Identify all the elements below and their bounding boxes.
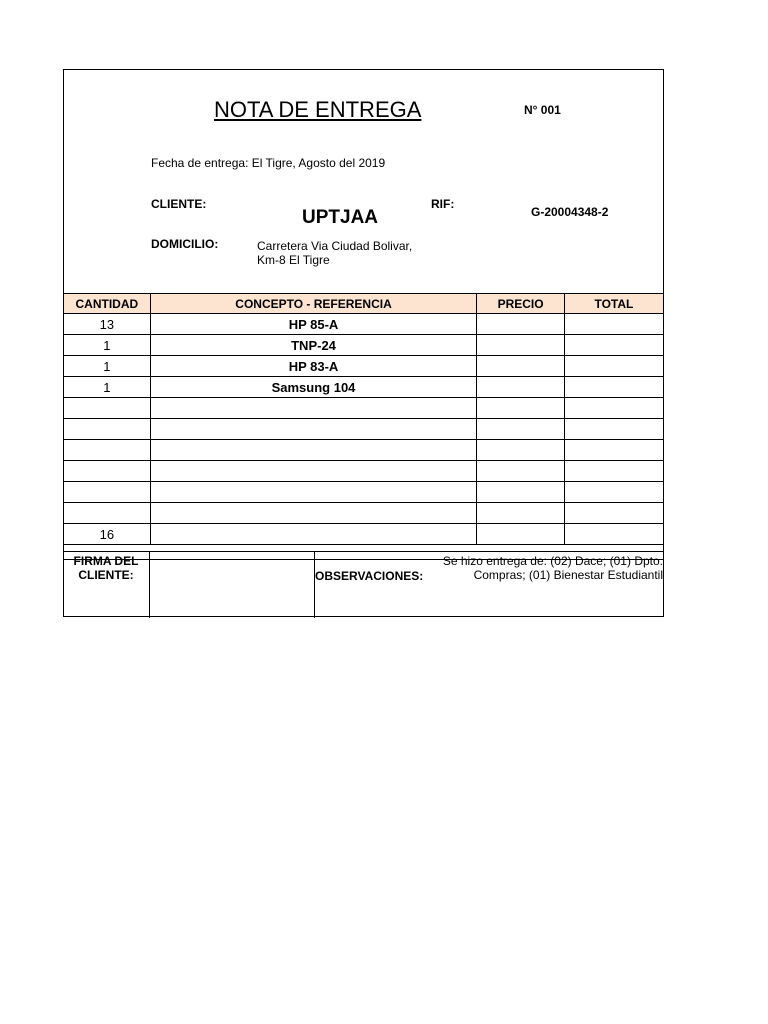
- cell-total: [564, 419, 663, 440]
- items-table: [63, 293, 664, 560]
- cell-precio: [477, 461, 564, 482]
- cell-cantidad: [64, 482, 151, 503]
- cell-total: [564, 440, 663, 461]
- table-row: [64, 524, 664, 545]
- table-header-row: [64, 294, 664, 314]
- cell-concepto: [150, 419, 477, 440]
- table-row: [64, 398, 664, 419]
- column-header-total: TOTAL: [564, 294, 663, 314]
- table-row: [64, 503, 664, 524]
- table-row: [64, 314, 664, 335]
- cell-precio: [477, 524, 564, 545]
- cell-cantidad: [64, 419, 151, 440]
- cell-precio: [477, 419, 564, 440]
- cell-precio: [477, 482, 564, 503]
- cell-concepto: TNP-24: [150, 335, 477, 356]
- column-header-cantidad: CANTIDAD: [64, 294, 151, 314]
- address-value: Carretera Via Ciudad Bolivar, Km-8 El Tigre: [257, 239, 413, 267]
- cell-cantidad: [64, 461, 151, 482]
- cell-concepto: [150, 440, 477, 461]
- table-row: [64, 335, 664, 356]
- cell-precio: [477, 335, 564, 356]
- cell-cantidad: 1: [64, 377, 151, 398]
- cell-total: [564, 461, 663, 482]
- address-label: DOMICILIO:: [151, 237, 219, 251]
- cell-precio: [477, 314, 564, 335]
- signature-label: FIRMA DEL CLIENTE:: [73, 554, 139, 582]
- delivery-note: [63, 69, 664, 617]
- document-number: N° 001: [524, 103, 561, 117]
- table-row: [64, 377, 664, 398]
- cell-total: [564, 524, 663, 545]
- cell-cantidad: [64, 398, 151, 419]
- cell-precio: [477, 356, 564, 377]
- cell-total: [564, 356, 663, 377]
- cell-total: [564, 335, 663, 356]
- table-row: [64, 419, 664, 440]
- table-row: [64, 482, 664, 503]
- cell-precio: [477, 503, 564, 524]
- cell-cantidad: 13: [64, 314, 151, 335]
- cell-precio: [477, 377, 564, 398]
- cell-concepto: [150, 482, 477, 503]
- cell-concepto: [150, 461, 477, 482]
- cell-concepto: [150, 398, 477, 419]
- table-row: [64, 356, 664, 377]
- table-row: [64, 461, 664, 482]
- cell-concepto: [150, 503, 477, 524]
- cell-cantidad: 1: [64, 335, 151, 356]
- cell-precio: [477, 398, 564, 419]
- delivery-date: Fecha de entrega: El Tigre, Agosto del 2019: [151, 156, 386, 170]
- rif-value: G-20004348-2: [531, 205, 609, 219]
- cell-cantidad: 16: [64, 524, 151, 545]
- cell-total: [564, 503, 663, 524]
- cell-total: [564, 314, 663, 335]
- document-title: NOTA DE ENTREGA: [214, 97, 422, 122]
- cell-total: [564, 482, 663, 503]
- observations-label: OBSERVACIONES:: [315, 569, 424, 583]
- cell-cantidad: 1: [64, 356, 151, 377]
- table-row: [64, 440, 664, 461]
- cell-total: [564, 398, 663, 419]
- cell-precio: [477, 440, 564, 461]
- cell-concepto: Samsung 104: [150, 377, 477, 398]
- signature-box: [149, 552, 315, 618]
- rif-label: RIF:: [431, 197, 455, 211]
- client-name: UPTJAA: [302, 207, 379, 228]
- footer-section: [63, 551, 664, 619]
- column-header-concepto: CONCEPTO - REFERENCIA: [150, 294, 477, 314]
- cell-concepto: HP 85-A: [150, 314, 477, 335]
- client-label: CLIENTE:: [151, 197, 207, 211]
- cell-concepto: HP 83-A: [150, 356, 477, 377]
- cell-concepto: [150, 524, 477, 545]
- cell-cantidad: [64, 440, 151, 461]
- cell-cantidad: [64, 503, 151, 524]
- observations-text: Se hizo entrega de: (02) Dace; (01) Dpto. Compras; (01) Bienestar Estudiantil: [442, 554, 663, 582]
- cell-total: [564, 377, 663, 398]
- column-header-precio: PRECIO: [477, 294, 564, 314]
